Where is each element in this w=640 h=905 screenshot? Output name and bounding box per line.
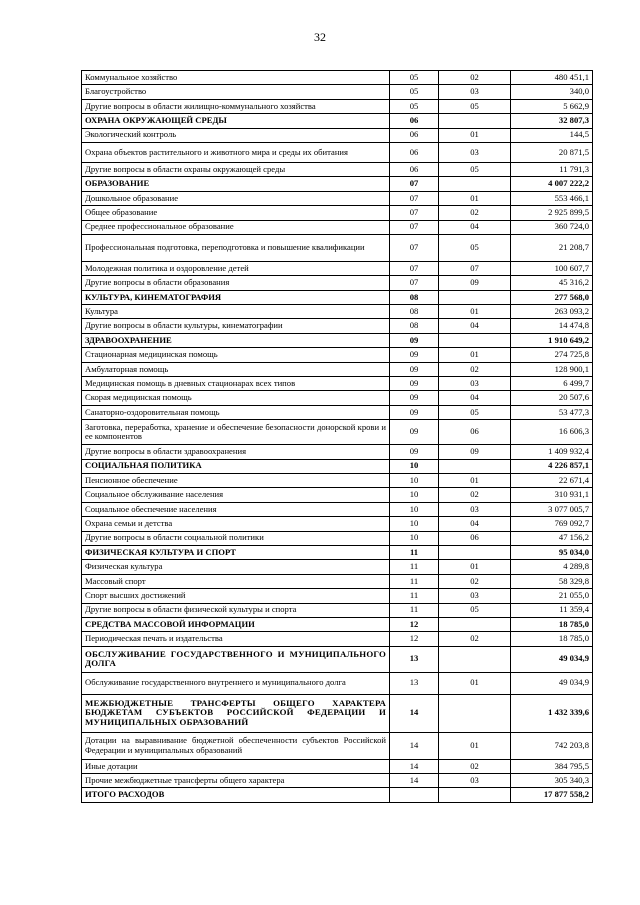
table-row (82, 128, 593, 142)
row-name-cell: Охрана семьи и детства (82, 517, 390, 531)
row-section-code-cell: 12 (390, 617, 439, 631)
section-total-row (82, 177, 593, 191)
table-row (82, 473, 593, 487)
row-subsection-code-cell: 01 (439, 305, 511, 319)
row-section-code-cell: 10 (390, 531, 439, 545)
table-row (82, 603, 593, 617)
row-section-code-cell: 07 (390, 220, 439, 234)
row-name-cell: Охрана объектов растительного и животного мира и среды их обитания (82, 142, 390, 162)
row-amount-cell: 18 785,0 (511, 632, 593, 646)
row-name-cell: Периодическая печать и издательства (82, 632, 390, 646)
row-section-code-cell: 08 (390, 290, 439, 304)
row-amount-cell: 49 034,9 (511, 646, 593, 672)
row-section-code-cell: 05 (390, 99, 439, 113)
row-name-cell: Спорт высших достижений (82, 589, 390, 603)
row-name-cell: СРЕДСТВА МАССОВОЙ ИНФОРМАЦИИ (82, 617, 390, 631)
row-name-cell: Другие вопросы в области социальной политики (82, 531, 390, 545)
row-name-cell: Медицинская помощь в дневных стационарах всех типов (82, 377, 390, 391)
section-total-row (82, 459, 593, 473)
row-name-cell: Молодежная политика и оздоровление детей (82, 261, 390, 275)
row-section-code-cell: 07 (390, 191, 439, 205)
row-subsection-code-cell: 02 (439, 362, 511, 376)
row-name-cell: Другие вопросы в области жилищно-коммунального хозяйства (82, 99, 390, 113)
row-subsection-code-cell (439, 290, 511, 304)
row-name-cell: Другие вопросы в области физической культуры и спорта (82, 603, 390, 617)
row-subsection-code-cell: 05 (439, 162, 511, 176)
row-name-cell: Экологический контроль (82, 128, 390, 142)
row-subsection-code-cell: 01 (439, 560, 511, 574)
budget-expenditure-table (81, 70, 593, 803)
row-name-cell: Заготовка, переработка, хранение и обеспечение безопасности донорской крови и ее компонентов (82, 420, 390, 445)
row-subsection-code-cell: 01 (439, 128, 511, 142)
row-section-code-cell: 09 (390, 333, 439, 347)
row-name-cell: Культура (82, 305, 390, 319)
section-total-row (82, 290, 593, 304)
row-section-code-cell: 14 (390, 732, 439, 759)
row-subsection-code-cell: 04 (439, 319, 511, 333)
row-subsection-code-cell: 05 (439, 603, 511, 617)
row-amount-cell: 11 791,3 (511, 162, 593, 176)
row-section-code-cell: 06 (390, 128, 439, 142)
row-section-code-cell: 09 (390, 377, 439, 391)
row-subsection-code-cell: 03 (439, 377, 511, 391)
section-total-row (82, 694, 593, 732)
row-name-cell: Стационарная медицинская помощь (82, 348, 390, 362)
row-section-code-cell: 14 (390, 694, 439, 732)
row-amount-cell: 360 724,0 (511, 220, 593, 234)
row-subsection-code-cell (439, 545, 511, 559)
row-section-code-cell: 05 (390, 71, 439, 85)
row-subsection-code-cell: 04 (439, 391, 511, 405)
row-subsection-code-cell: 01 (439, 348, 511, 362)
table-row (82, 502, 593, 516)
row-subsection-code-cell (439, 694, 511, 732)
row-amount-cell: 305 340,3 (511, 774, 593, 788)
row-subsection-code-cell: 03 (439, 774, 511, 788)
row-name-cell: Дошкольное образование (82, 191, 390, 205)
section-total-row (82, 788, 593, 802)
row-name-cell: Амбулаторная помощь (82, 362, 390, 376)
row-name-cell: СОЦИАЛЬНАЯ ПОЛИТИКА (82, 459, 390, 473)
row-amount-cell: 20 871,5 (511, 142, 593, 162)
table-row (82, 420, 593, 445)
section-total-row (82, 114, 593, 128)
row-amount-cell: 32 807,3 (511, 114, 593, 128)
row-subsection-code-cell: 06 (439, 531, 511, 545)
row-section-code-cell: 13 (390, 646, 439, 672)
table-row (82, 574, 593, 588)
row-subsection-code-cell: 02 (439, 206, 511, 220)
row-name-cell: ФИЗИЧЕСКАЯ КУЛЬТУРА И СПОРТ (82, 545, 390, 559)
row-amount-cell: 58 329,8 (511, 574, 593, 588)
row-subsection-code-cell: 03 (439, 85, 511, 99)
row-name-cell: ОХРАНА ОКРУЖАЮЩЕЙ СРЕДЫ (82, 114, 390, 128)
row-amount-cell: 47 156,2 (511, 531, 593, 545)
row-name-cell: Прочие межбюджетные трансферты общего характера (82, 774, 390, 788)
row-amount-cell: 263 093,2 (511, 305, 593, 319)
table-row (82, 589, 593, 603)
row-subsection-code-cell: 02 (439, 759, 511, 773)
table-row (82, 362, 593, 376)
row-amount-cell: 53 477,3 (511, 405, 593, 419)
table-row (82, 517, 593, 531)
row-amount-cell: 100 607,7 (511, 261, 593, 275)
row-section-code-cell: 06 (390, 114, 439, 128)
table-row (82, 405, 593, 419)
row-name-cell: ЗДРАВООХРАНЕНИЕ (82, 333, 390, 347)
row-name-cell: Другие вопросы в области культуры, кинематографии (82, 319, 390, 333)
row-amount-cell: 1 910 649,2 (511, 333, 593, 347)
table-row (82, 85, 593, 99)
row-section-code-cell: 10 (390, 459, 439, 473)
row-section-code-cell: 06 (390, 142, 439, 162)
table-row (82, 391, 593, 405)
row-name-cell: Профессиональная подготовка, переподготовка и повышение квалификации (82, 234, 390, 261)
row-name-cell: Дотации на выравнивание бюджетной обеспеченности субъектов Российской Федерации и муниципальных образований (82, 732, 390, 759)
row-section-code-cell: 08 (390, 305, 439, 319)
table-row (82, 531, 593, 545)
row-amount-cell: 6 499,7 (511, 377, 593, 391)
row-amount-cell: 49 034,9 (511, 672, 593, 694)
row-section-code-cell: 14 (390, 774, 439, 788)
row-amount-cell: 310 931,1 (511, 488, 593, 502)
table-row (82, 220, 593, 234)
row-section-code-cell: 14 (390, 759, 439, 773)
row-section-code-cell: 11 (390, 545, 439, 559)
row-amount-cell: 1 409 932,4 (511, 445, 593, 459)
row-subsection-code-cell: 03 (439, 589, 511, 603)
row-section-code-cell: 10 (390, 473, 439, 487)
row-subsection-code-cell: 05 (439, 99, 511, 113)
row-name-cell: Социальное обеспечение населения (82, 502, 390, 516)
row-subsection-code-cell: 03 (439, 142, 511, 162)
budget-table-body (82, 71, 593, 803)
table-row (82, 305, 593, 319)
row-subsection-code-cell: 05 (439, 234, 511, 261)
row-subsection-code-cell (439, 788, 511, 802)
row-name-cell: ИТОГО РАСХОДОВ (82, 788, 390, 802)
row-name-cell: Коммунальное хозяйство (82, 71, 390, 85)
row-section-code-cell: 09 (390, 420, 439, 445)
row-section-code-cell: 07 (390, 206, 439, 220)
row-section-code-cell: 07 (390, 234, 439, 261)
row-subsection-code-cell: 04 (439, 517, 511, 531)
table-row (82, 276, 593, 290)
row-amount-cell: 14 474,8 (511, 319, 593, 333)
row-name-cell: Общее образование (82, 206, 390, 220)
table-row (82, 162, 593, 176)
row-section-code-cell: 12 (390, 632, 439, 646)
table-row (82, 377, 593, 391)
section-total-row (82, 646, 593, 672)
row-name-cell: ОБСЛУЖИВАНИЕ ГОСУДАРСТВЕННОГО И МУНИЦИПАЛЬНОГО ДОЛГА (82, 646, 390, 672)
row-amount-cell: 144,5 (511, 128, 593, 142)
row-subsection-code-cell: 01 (439, 473, 511, 487)
row-section-code-cell (390, 788, 439, 802)
row-name-cell: Другие вопросы в области здравоохранения (82, 445, 390, 459)
table-row (82, 71, 593, 85)
row-section-code-cell: 10 (390, 517, 439, 531)
table-row (82, 672, 593, 694)
row-subsection-code-cell (439, 646, 511, 672)
row-section-code-cell: 09 (390, 362, 439, 376)
row-name-cell: Среднее профессиональное образование (82, 220, 390, 234)
row-section-code-cell: 09 (390, 348, 439, 362)
row-name-cell: Социальное обслуживание населения (82, 488, 390, 502)
row-name-cell: Другие вопросы в области охраны окружающей среды (82, 162, 390, 176)
row-amount-cell: 21 055,0 (511, 589, 593, 603)
row-amount-cell: 20 507,6 (511, 391, 593, 405)
row-amount-cell: 18 785,0 (511, 617, 593, 631)
row-name-cell: Пенсионное обеспечение (82, 473, 390, 487)
row-amount-cell: 11 359,4 (511, 603, 593, 617)
row-section-code-cell: 09 (390, 391, 439, 405)
row-subsection-code-cell: 06 (439, 420, 511, 445)
row-section-code-cell: 11 (390, 589, 439, 603)
row-name-cell: Другие вопросы в области образования (82, 276, 390, 290)
table-row (82, 99, 593, 113)
table-row (82, 759, 593, 773)
row-amount-cell: 45 316,2 (511, 276, 593, 290)
row-name-cell: Иные дотации (82, 759, 390, 773)
row-subsection-code-cell: 02 (439, 632, 511, 646)
row-section-code-cell: 05 (390, 85, 439, 99)
row-subsection-code-cell: 09 (439, 445, 511, 459)
row-amount-cell: 769 092,7 (511, 517, 593, 531)
table-row (82, 445, 593, 459)
row-section-code-cell: 07 (390, 261, 439, 275)
table-row (82, 191, 593, 205)
row-name-cell: КУЛЬТУРА, КИНЕМАТОГРАФИЯ (82, 290, 390, 304)
table-row (82, 319, 593, 333)
row-amount-cell: 742 203,8 (511, 732, 593, 759)
row-amount-cell: 277 568,0 (511, 290, 593, 304)
row-subsection-code-cell (439, 617, 511, 631)
row-subsection-code-cell: 04 (439, 220, 511, 234)
row-name-cell: Физическая культура (82, 560, 390, 574)
row-subsection-code-cell: 01 (439, 191, 511, 205)
row-name-cell: ОБРАЗОВАНИЕ (82, 177, 390, 191)
row-amount-cell: 5 662,9 (511, 99, 593, 113)
table-row (82, 142, 593, 162)
row-amount-cell: 17 877 558,2 (511, 788, 593, 802)
row-amount-cell: 384 795,5 (511, 759, 593, 773)
row-section-code-cell: 10 (390, 502, 439, 516)
row-subsection-code-cell: 02 (439, 574, 511, 588)
row-name-cell: Скорая медицинская помощь (82, 391, 390, 405)
row-section-code-cell: 06 (390, 162, 439, 176)
row-amount-cell: 4 226 857,1 (511, 459, 593, 473)
section-total-row (82, 617, 593, 631)
row-amount-cell: 21 208,7 (511, 234, 593, 261)
section-total-row (82, 333, 593, 347)
row-subsection-code-cell (439, 459, 511, 473)
section-total-row (82, 545, 593, 559)
row-section-code-cell: 07 (390, 177, 439, 191)
row-section-code-cell: 11 (390, 560, 439, 574)
row-section-code-cell: 11 (390, 574, 439, 588)
row-amount-cell: 1 432 339,6 (511, 694, 593, 732)
row-subsection-code-cell: 03 (439, 502, 511, 516)
row-amount-cell: 4 289,8 (511, 560, 593, 574)
row-section-code-cell: 08 (390, 319, 439, 333)
table-row (82, 348, 593, 362)
row-name-cell: Благоустройство (82, 85, 390, 99)
row-amount-cell: 3 077 005,7 (511, 502, 593, 516)
row-amount-cell: 2 925 899,5 (511, 206, 593, 220)
row-amount-cell: 16 606,3 (511, 420, 593, 445)
page-number: 32 (314, 30, 326, 44)
row-amount-cell: 4 007 222,2 (511, 177, 593, 191)
row-subsection-code-cell: 07 (439, 261, 511, 275)
row-section-code-cell: 09 (390, 405, 439, 419)
row-amount-cell: 340,0 (511, 85, 593, 99)
table-row (82, 206, 593, 220)
row-amount-cell: 95 034,0 (511, 545, 593, 559)
row-subsection-code-cell: 02 (439, 488, 511, 502)
table-row (82, 261, 593, 275)
row-subsection-code-cell: 01 (439, 732, 511, 759)
row-section-code-cell: 09 (390, 445, 439, 459)
row-subsection-code-cell: 05 (439, 405, 511, 419)
table-row (82, 234, 593, 261)
row-subsection-code-cell: 02 (439, 71, 511, 85)
row-subsection-code-cell (439, 333, 511, 347)
table-row (82, 560, 593, 574)
row-name-cell: МЕЖБЮДЖЕТНЫЕ ТРАНСФЕРТЫ ОБЩЕГО ХАРАКТЕРА БЮДЖЕТАМ СУБЪЕКТОВ РОССИЙСКОЙ ФЕДЕРАЦИИ И МУНИЦИПАЛЬНЫХ ОБРАЗОВАНИЙ (82, 694, 390, 732)
row-subsection-code-cell (439, 114, 511, 128)
row-amount-cell: 274 725,8 (511, 348, 593, 362)
row-section-code-cell: 13 (390, 672, 439, 694)
row-amount-cell: 553 466,1 (511, 191, 593, 205)
table-row (82, 774, 593, 788)
row-section-code-cell: 07 (390, 276, 439, 290)
table-row (82, 732, 593, 759)
row-name-cell: Обслуживание государственного внутреннего и муниципального долга (82, 672, 390, 694)
row-subsection-code-cell: 01 (439, 672, 511, 694)
row-section-code-cell: 10 (390, 488, 439, 502)
row-section-code-cell: 11 (390, 603, 439, 617)
row-amount-cell: 22 671,4 (511, 473, 593, 487)
row-amount-cell: 480 451,1 (511, 71, 593, 85)
row-subsection-code-cell: 09 (439, 276, 511, 290)
row-subsection-code-cell (439, 177, 511, 191)
table-row (82, 488, 593, 502)
table-row (82, 632, 593, 646)
row-amount-cell: 128 900,1 (511, 362, 593, 376)
row-name-cell: Массовый спорт (82, 574, 390, 588)
row-name-cell: Санаторно-оздоровительная помощь (82, 405, 390, 419)
